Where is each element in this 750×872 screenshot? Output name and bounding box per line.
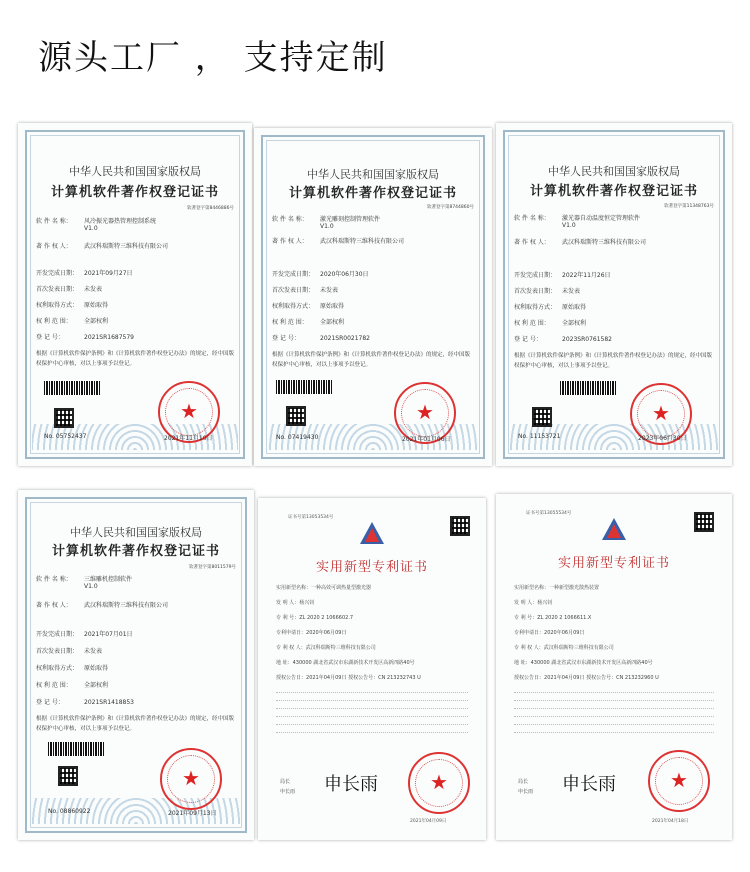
software-name: 激光雕刻控制管理软件 xyxy=(320,216,381,223)
cert-org: 中华人民共和国国家版权局 xyxy=(70,526,202,539)
scope-label: 权 利 范 围： xyxy=(514,320,550,327)
software-label: 软 件 名 称： xyxy=(272,216,308,223)
published: 未发表 xyxy=(320,287,339,294)
owner-label: 著 作 权 人： xyxy=(272,238,308,245)
patent-no-label: 专 利 号： xyxy=(514,615,538,621)
cert-number: 证书号第13053534号 xyxy=(288,515,334,520)
filing-date: 2020年06月09日 xyxy=(306,630,347,636)
patent-office-emblem xyxy=(358,520,386,548)
grant-label: 授权公告日： xyxy=(276,675,307,681)
official-seal: ★ xyxy=(648,750,710,812)
patent-title: 实用新型专利证书 xyxy=(557,556,670,571)
software-name: 激光器自动温度恒定管理软件 xyxy=(562,215,641,222)
invention-label: 实用新型名称： xyxy=(514,585,550,591)
pub-number: CN 213232960 U xyxy=(616,675,659,681)
holder-label: 专 利 权 人： xyxy=(276,645,306,651)
official-seal: ★ xyxy=(158,381,220,443)
scope: 全部权利 xyxy=(84,682,109,689)
barcode xyxy=(48,742,104,756)
filing-label: 专利申请日： xyxy=(514,630,545,636)
cert-note: 根据《计算机软件保护条例》和《计算机软件著作权登记办法》的规定，经中国版权保护中心审核，对以上事项予以登记。 xyxy=(36,351,235,367)
cert-number: 软著登字第11348763号 xyxy=(664,204,714,209)
invention-name: 一种高效可调热量型激光器 xyxy=(311,585,372,591)
reg-label: 登 记 号： xyxy=(36,334,64,341)
owner: 武汉科瑞斯特三维科技有限公司 xyxy=(84,243,169,250)
qr-code xyxy=(58,766,78,786)
scope-label: 权 利 范 围： xyxy=(272,319,308,326)
issue-date: 2023年06月30日 xyxy=(638,435,687,442)
invention-name: 一种新型激光散热装置 xyxy=(549,585,600,591)
version: V1.0 xyxy=(84,225,98,232)
address-label: 地 址： xyxy=(514,660,531,666)
qr-code xyxy=(450,516,470,536)
cert-org: 中华人民共和国国家版权局 xyxy=(307,168,439,181)
grant-date: 2021年04月09日 xyxy=(544,675,585,681)
director-name: 申长雨 xyxy=(518,789,534,795)
filing-date: 2020年06月09日 xyxy=(544,630,585,636)
patent-no-label: 专 利 号： xyxy=(276,615,300,621)
director-signature: 申长雨 xyxy=(324,774,378,795)
cert-number: 软著登字第8446886号 xyxy=(186,206,234,211)
patent-number: ZL 2020 2 1066602.7 xyxy=(299,615,354,621)
headline: 源头工厂 ， 支持定制 xyxy=(38,38,388,78)
software-certificate xyxy=(18,490,254,840)
software-certificate xyxy=(496,123,732,466)
software-label: 软 件 名 称： xyxy=(36,218,72,225)
completed-label: 开发完成日期： xyxy=(272,271,315,278)
patent-holder: 武汉科瑞斯特三维科技有限公司 xyxy=(305,645,376,651)
cert-title: 计算机软件著作权登记证书 xyxy=(51,544,220,559)
method-label: 权利取得方式： xyxy=(36,302,79,309)
patent-title: 实用新型专利证书 xyxy=(315,560,428,575)
cert-number: 软著登字第8011579号 xyxy=(188,565,236,570)
issue-date: 2021年09月13日 xyxy=(168,810,217,817)
issue-date: 2021年01月06日 xyxy=(402,436,451,443)
owner-label: 著 作 权 人： xyxy=(514,239,550,246)
official-seal: ★ xyxy=(160,748,222,810)
pub-label: 授权公告号： xyxy=(348,675,379,681)
software-label: 软 件 名 称： xyxy=(36,576,72,583)
completed-label: 开发完成日期： xyxy=(514,272,557,279)
cert-note: 根据《计算机软件保护条例》和《计算机软件著作权登记办法》的规定，经中国版权保护中心审核，对以上事项予以登记。 xyxy=(36,716,235,732)
method: 原始取得 xyxy=(84,665,109,672)
version: V1.0 xyxy=(320,223,334,230)
issue-date: 2021年04月18日 xyxy=(652,819,689,824)
reg-number: 2021SR1687579 xyxy=(84,334,134,341)
version: V1.0 xyxy=(84,583,98,590)
official-seal: ★ xyxy=(630,383,692,445)
owner: 武汉科瑞斯特三维科技有限公司 xyxy=(84,602,169,609)
cert-note: 根据《计算机软件保护条例》和《计算机软件著作权登记办法》的规定，经中国版权保护中心审核，对以上事项予以登记。 xyxy=(514,353,713,369)
method-label: 权利取得方式： xyxy=(36,665,79,672)
qr-code xyxy=(694,512,714,532)
scope: 全部权利 xyxy=(84,318,109,325)
reg-number: 2021SR1418853 xyxy=(84,699,134,706)
cert-org: 中华人民共和国国家版权局 xyxy=(548,165,680,178)
method: 原始取得 xyxy=(320,303,345,310)
published: 未发表 xyxy=(562,288,581,295)
reg-number: 2021SR0021782 xyxy=(320,335,370,342)
reg-label: 登 记 号： xyxy=(272,335,300,342)
patent-number: ZL 2020 2 1066611.X xyxy=(537,615,592,621)
director-label: 局长 xyxy=(518,779,529,785)
director-signature: 申长雨 xyxy=(562,774,616,795)
published-label: 首次发表日期： xyxy=(36,286,79,293)
serial-number: No. 11153721 xyxy=(518,433,561,440)
official-seal: ★ xyxy=(408,752,470,814)
published: 未发表 xyxy=(84,286,103,293)
owner-label: 著 作 权 人： xyxy=(36,602,72,609)
owner-label: 著 作 权 人： xyxy=(36,243,72,250)
scope: 全部权利 xyxy=(562,320,587,327)
software-certificate xyxy=(254,128,492,466)
cert-title: 计算机软件著作权登记证书 xyxy=(288,186,457,201)
inventor: 杨兴钊 xyxy=(299,600,315,606)
completed-date: 2021年09月27日 xyxy=(84,270,133,277)
serial-number: No. 08860922 xyxy=(48,808,91,815)
director-name: 申长雨 xyxy=(280,789,296,795)
reg-label: 登 记 号： xyxy=(36,699,64,706)
scope-label: 权 利 范 围： xyxy=(36,318,72,325)
address: 430000 湖北省武汉市东湖新技术开发区高新四路40号 xyxy=(292,660,415,666)
qr-code xyxy=(532,407,552,427)
software-name: 风冷振光器热管理控制系统 xyxy=(84,218,157,225)
cert-number: 软著登字第8744860号 xyxy=(426,205,474,210)
completed-date: 2020年06月30日 xyxy=(320,271,369,278)
published-label: 首次发表日期： xyxy=(514,288,557,295)
reg-label: 登 记 号： xyxy=(514,336,542,343)
holder-label: 专 利 权 人： xyxy=(514,645,544,651)
method: 原始取得 xyxy=(562,304,587,311)
method: 原始取得 xyxy=(84,302,109,309)
pub-number: CN 213232743 U xyxy=(378,675,421,681)
owner: 武汉科瑞斯特三维科技有限公司 xyxy=(562,239,647,246)
completed-date: 2021年07月01日 xyxy=(84,631,133,638)
issue-date: 2021年11月10日 xyxy=(164,435,213,442)
issue-date: 2021年04月09日 xyxy=(410,819,447,824)
invention-label: 实用新型名称： xyxy=(276,585,312,591)
cert-title: 计算机软件著作权登记证书 xyxy=(529,184,698,199)
official-seal: ★ xyxy=(394,382,456,444)
barcode xyxy=(44,381,100,395)
barcode xyxy=(560,381,616,395)
cert-org: 中华人民共和国国家版权局 xyxy=(69,165,201,178)
cert-number: 证书号第13055534号 xyxy=(526,511,572,516)
patent-certificate xyxy=(258,498,486,840)
completed-date: 2022年11月26日 xyxy=(562,272,611,279)
scope: 全部权利 xyxy=(320,319,345,326)
patent-office-emblem xyxy=(600,516,628,544)
grant-label: 授权公告日： xyxy=(514,675,545,681)
serial-number: No. 05752437 xyxy=(44,433,87,440)
inventor: 杨兴钊 xyxy=(537,600,553,606)
cert-title: 计算机软件著作权登记证书 xyxy=(50,185,219,200)
inventor-label: 发 明 人： xyxy=(276,600,300,606)
software-label: 软 件 名 称： xyxy=(514,215,550,222)
filing-label: 专利申请日： xyxy=(276,630,307,636)
patent-certificate xyxy=(496,494,732,840)
published-label: 首次发表日期： xyxy=(272,287,315,294)
method-label: 权利取得方式： xyxy=(272,303,315,310)
patent-holder: 武汉科瑞斯特三维科技有限公司 xyxy=(543,645,614,651)
inventor-label: 发 明 人： xyxy=(514,600,538,606)
software-name: 三维雕机控制软件 xyxy=(84,576,133,583)
method-label: 权利取得方式： xyxy=(514,304,557,311)
published: 未发表 xyxy=(84,648,103,655)
address-label: 地 址： xyxy=(276,660,293,666)
reg-number: 2023SR0761582 xyxy=(562,336,612,343)
address: 430000 湖北省武汉市东湖新技术开发区高新四路40号 xyxy=(530,660,653,666)
owner: 武汉科瑞斯特三维科技有限公司 xyxy=(320,238,405,245)
qr-code xyxy=(54,408,74,428)
director-label: 局长 xyxy=(280,779,291,785)
version: V1.0 xyxy=(562,222,576,229)
qr-code xyxy=(286,406,306,426)
grant-date: 2021年04月09日 xyxy=(306,675,347,681)
completed-label: 开发完成日期： xyxy=(36,270,79,277)
completed-label: 开发完成日期： xyxy=(36,631,79,638)
barcode xyxy=(276,380,332,394)
software-certificate xyxy=(18,123,252,466)
serial-number: No. 07419430 xyxy=(276,434,319,441)
scope-label: 权 利 范 围： xyxy=(36,682,72,689)
pub-label: 授权公告号： xyxy=(586,675,617,681)
cert-note: 根据《计算机软件保护条例》和《计算机软件著作权登记办法》的规定，经中国版权保护中心审核，对以上事项予以登记。 xyxy=(272,352,471,368)
published-label: 首次发表日期： xyxy=(36,648,79,655)
